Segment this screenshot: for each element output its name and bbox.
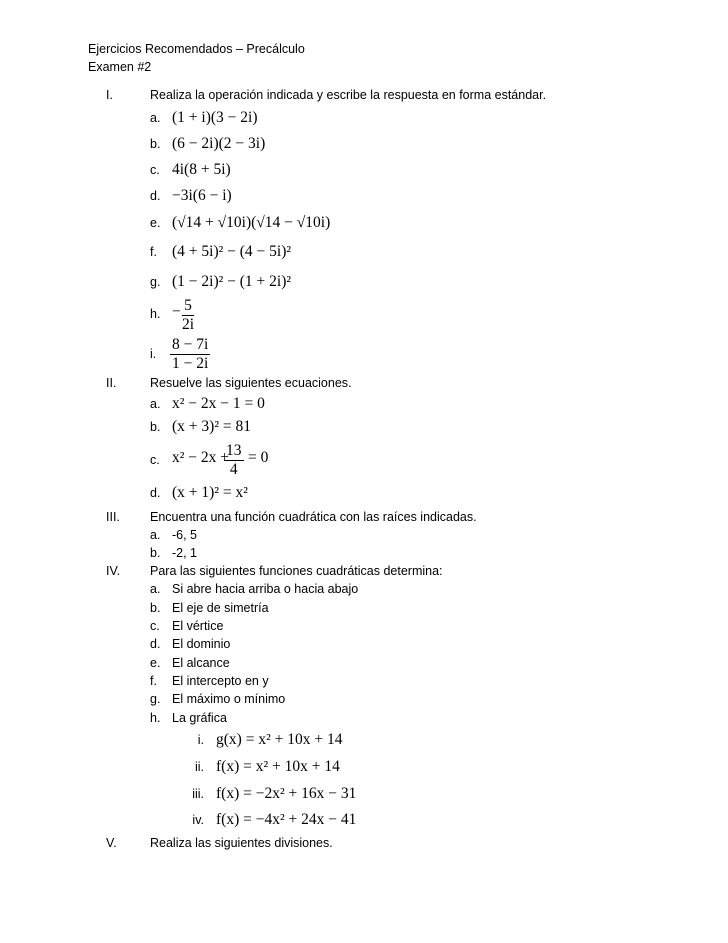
math-expression: x² − 2x − 1 = 0 bbox=[172, 395, 265, 412]
item-letter: a. bbox=[150, 582, 161, 596]
math-expression: (6 − 2i)(2 − 3i) bbox=[172, 135, 266, 152]
section-instruction: Resuelve las siguientes ecuaciones. bbox=[150, 376, 352, 390]
item-letter: b. bbox=[150, 601, 161, 615]
item-letter: f. bbox=[150, 245, 157, 259]
item-letter: h. bbox=[150, 711, 161, 725]
fraction-denominator: 2i bbox=[182, 316, 195, 333]
item-text: El máximo o mínimo bbox=[172, 692, 286, 706]
item-letter: g. bbox=[150, 692, 161, 706]
math-expression: −3i(6 − i) bbox=[172, 187, 232, 204]
section-numeral: V. bbox=[106, 836, 117, 850]
item-text: El alcance bbox=[172, 656, 230, 670]
item-text: El dominio bbox=[172, 637, 231, 651]
fraction-numerator: 5 bbox=[182, 297, 194, 316]
math-expression: 4i(8 + 5i) bbox=[172, 161, 231, 178]
item-text: -2, 1 bbox=[172, 546, 198, 560]
item-letter: b. bbox=[150, 137, 161, 151]
math-expression: g(x) = x² + 10x + 14 bbox=[216, 731, 343, 748]
math-expression: x² − 2x + bbox=[172, 449, 230, 466]
math-expression: (√14 + √10i)(√14 − √10i) bbox=[172, 214, 331, 231]
roman-numeral: ii. bbox=[194, 760, 204, 774]
item-letter: c. bbox=[150, 453, 160, 467]
roman-numeral: i. bbox=[197, 733, 204, 747]
item-letter: i. bbox=[150, 347, 157, 361]
item-letter: a. bbox=[150, 528, 161, 542]
section-numeral: III. bbox=[106, 510, 120, 524]
roman-numeral: iv. bbox=[192, 813, 204, 827]
math-expression: (1 + i)(3 − 2i) bbox=[172, 109, 258, 126]
section-instruction: Para las siguientes funciones cuadráticas determina: bbox=[150, 564, 443, 578]
item-letter: f. bbox=[150, 674, 157, 688]
fraction bbox=[182, 297, 194, 334]
section-numeral: II. bbox=[106, 376, 117, 390]
item-letter: a. bbox=[150, 397, 161, 411]
math-expression: (x + 3)² = 81 bbox=[172, 418, 251, 435]
item-letter: a. bbox=[150, 111, 161, 125]
fraction-denominator: 4 bbox=[229, 461, 238, 478]
section-instruction: Realiza la operación indicada y escribe la respuesta en forma estándar. bbox=[150, 88, 547, 102]
item-letter: d. bbox=[150, 189, 161, 203]
math-expression: = 0 bbox=[248, 449, 269, 466]
fraction-numerator: 8 − 7i bbox=[172, 336, 209, 353]
item-letter: b. bbox=[150, 420, 161, 434]
item-text: La gráfica bbox=[172, 711, 227, 725]
item-text: Si abre hacia arriba o hacia abajo bbox=[172, 582, 359, 596]
item-letter: b. bbox=[150, 546, 161, 560]
item-letter: h. bbox=[150, 307, 161, 321]
item-letter: c. bbox=[150, 619, 160, 633]
minus-sign: − bbox=[172, 303, 181, 320]
item-letter: g. bbox=[150, 275, 161, 289]
document-subtitle: Examen #2 bbox=[88, 60, 152, 74]
item-letter: d. bbox=[150, 486, 161, 500]
math-expression: f(x) = −2x² + 16x − 31 bbox=[216, 785, 357, 802]
item-text: -6, 5 bbox=[172, 528, 198, 542]
fraction bbox=[224, 442, 244, 479]
section-instruction: Realiza las siguientes divisiones. bbox=[150, 836, 333, 850]
item-letter: c. bbox=[150, 163, 160, 177]
math-expression: (x + 1)² = x² bbox=[172, 484, 248, 501]
math-expression: f(x) = x² + 10x + 14 bbox=[216, 758, 340, 775]
fraction-denominator: 1 − 2i bbox=[172, 355, 209, 372]
item-text: El intercepto en y bbox=[172, 674, 269, 688]
math-expression: (1 − 2i)² − (1 + 2i)² bbox=[172, 273, 292, 290]
item-letter: e. bbox=[150, 656, 161, 670]
section-numeral: IV. bbox=[106, 564, 121, 578]
item-text: El vértice bbox=[172, 619, 224, 633]
math-expression: f(x) = −4x² + 24x − 41 bbox=[216, 811, 357, 828]
roman-numeral: iii. bbox=[192, 787, 204, 801]
document-title: Ejercicios Recomendados – Precálculo bbox=[88, 42, 305, 56]
section-instruction: Encuentra una función cuadrática con las raíces indicadas. bbox=[150, 510, 477, 524]
item-letter: e. bbox=[150, 216, 161, 230]
fraction bbox=[170, 336, 210, 373]
item-letter: d. bbox=[150, 637, 161, 651]
section-numeral: I. bbox=[106, 88, 113, 102]
math-expression: (4 + 5i)² − (4 − 5i)² bbox=[172, 243, 292, 260]
fraction-numerator: 13 bbox=[226, 442, 242, 459]
item-text: El eje de simetría bbox=[172, 601, 269, 615]
